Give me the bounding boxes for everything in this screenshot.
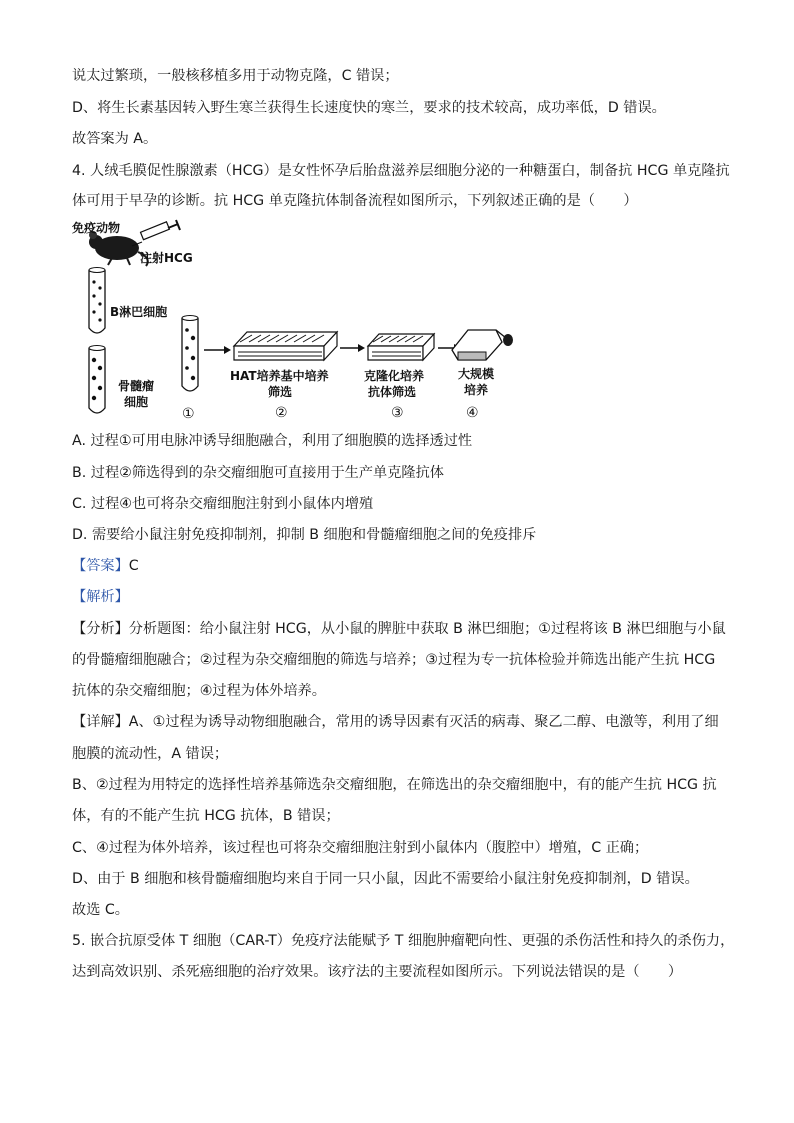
tube-fusion — [182, 316, 198, 392]
question-4-stem-2: 体可用于早孕的诊断。抗 HCG 单克隆抗体制备流程如图所示，下列叙述正确的是（ ） — [72, 193, 638, 209]
label-immune-animal: 免疫动物 — [72, 221, 121, 235]
tube-b-cells — [89, 268, 105, 334]
analysis-line-3: 抗体的杂交瘤细胞；④过程为体外培养。 — [72, 683, 326, 699]
detail-line-4: 体，有的不能产生抗 HCG 抗体，B 错误； — [72, 808, 340, 824]
label-hat-2: 筛选 — [268, 385, 293, 399]
label-large-1: 大规模 — [458, 367, 495, 381]
step-3: ③ — [391, 405, 404, 421]
analysis-tag: 【解析】 — [72, 589, 129, 605]
label-large-2: 培养 — [464, 383, 489, 397]
option-d: D. 需要给小鼠注射免疫抑制剂，抑制 B 细胞和骨髓瘤细胞之间的免疫排斥 — [72, 527, 537, 543]
arrow-icon — [340, 344, 365, 352]
label-myeloma-2: 细胞 — [124, 395, 149, 409]
question-5-stem-1: 5. 嵌合抗原受体 T 细胞（CAR-T）免疫疗法能赋予 T 细胞肿瘤靶向性、更强的杀伤活性和持久的杀伤力， — [72, 933, 735, 949]
detail-line-5: C、④过程为体外培养，该过程也可将杂交瘤细胞注射到小鼠体内（腹腔中）增殖，C 正确； — [72, 840, 649, 856]
step-4: ④ — [466, 405, 479, 421]
text-line-1: 说太过繁琐，一般核移植多用于动物克隆，C 错误； — [72, 68, 399, 84]
step-1: ① — [182, 406, 195, 422]
label-b-lymphocyte: B淋巴细胞 — [110, 305, 168, 319]
label-inject-hcg: 注射HCG — [140, 251, 193, 265]
conclusion-line: 故选 C。 — [72, 902, 129, 918]
arrow-icon — [204, 346, 231, 354]
detail-line-6: D、由于 B 细胞和核骨髓瘤细胞均来自于同一只小鼠，因此不需要给小鼠注射免疫抑制剂，D 错误。 — [72, 871, 699, 887]
syringe-icon — [132, 220, 180, 246]
question-4-stem-1: 4. 人绒毛膜促性腺激素（HCG）是女性怀孕后胎盘滋养层细胞分泌的一种糖蛋白，制备抗 HCG 单克隆抗 — [72, 163, 730, 179]
culture-plate-hat — [234, 332, 337, 360]
label-myeloma-1: 骨髓瘤 — [118, 379, 155, 393]
answer-line — [72, 556, 139, 576]
option-a: A. 过程①可用电脉冲诱导细胞融合，利用了细胞膜的选择透过性 — [72, 433, 473, 449]
culture-flask-icon — [452, 330, 513, 360]
answer-value: C — [128, 558, 139, 574]
label-hat-1: HAT培养基中培养 — [230, 369, 329, 383]
label-clone-1: 克隆化培养 — [364, 369, 425, 383]
detail-line-1: 【详解】A、①过程为诱导动物细胞融合，常用的诱导因素有灭活的病毒、聚乙二醇、电激等，利用了细 — [72, 714, 719, 730]
detail-line-3: B、②过程为用特定的选择性培养基筛选杂交瘤细胞，在筛选出的杂交瘤细胞中，有的能产生抗 HCG 抗 — [72, 777, 717, 793]
label-clone-2: 抗体筛选 — [368, 385, 417, 399]
culture-plate-clone — [368, 334, 434, 360]
step-2: ② — [275, 405, 288, 421]
text-line-3: 故答案为 A。 — [72, 131, 158, 147]
tube-myeloma-cells — [89, 346, 105, 414]
option-b: B. 过程②筛选得到的杂交瘤细胞可直接用于生产单克隆抗体 — [72, 465, 444, 481]
antibody-flow-figure — [72, 218, 522, 424]
analysis-line-1: 【分析】分析题图：给小鼠注射 HCG，从小鼠的脾脏中获取 B 淋巴细胞；①过程将该 B 淋巴细胞与小鼠 — [72, 621, 726, 637]
option-c: C. 过程④也可将杂交瘤细胞注射到小鼠体内增殖 — [72, 496, 374, 512]
answer-tag: 【答案】 — [72, 558, 129, 574]
mouse-icon — [89, 231, 148, 266]
detail-line-2: 胞膜的流动性，A 错误； — [72, 746, 229, 762]
analysis-line-2: 的骨髓瘤细胞融合；②过程为杂交瘤细胞的筛选与培养；③过程为专一抗体检验并筛选出能产生抗 HCG — [72, 652, 716, 668]
text-line-2: D、将生长素基因转入野生寒兰获得生长速度快的寒兰，要求的技术较高，成功率低，D 错误。 — [72, 100, 666, 116]
question-5-stem-2: 达到高效识别、杀死癌细胞的治疗效果。该疗法的主要流程如图所示。下列说法错误的是（ ） — [72, 964, 683, 980]
